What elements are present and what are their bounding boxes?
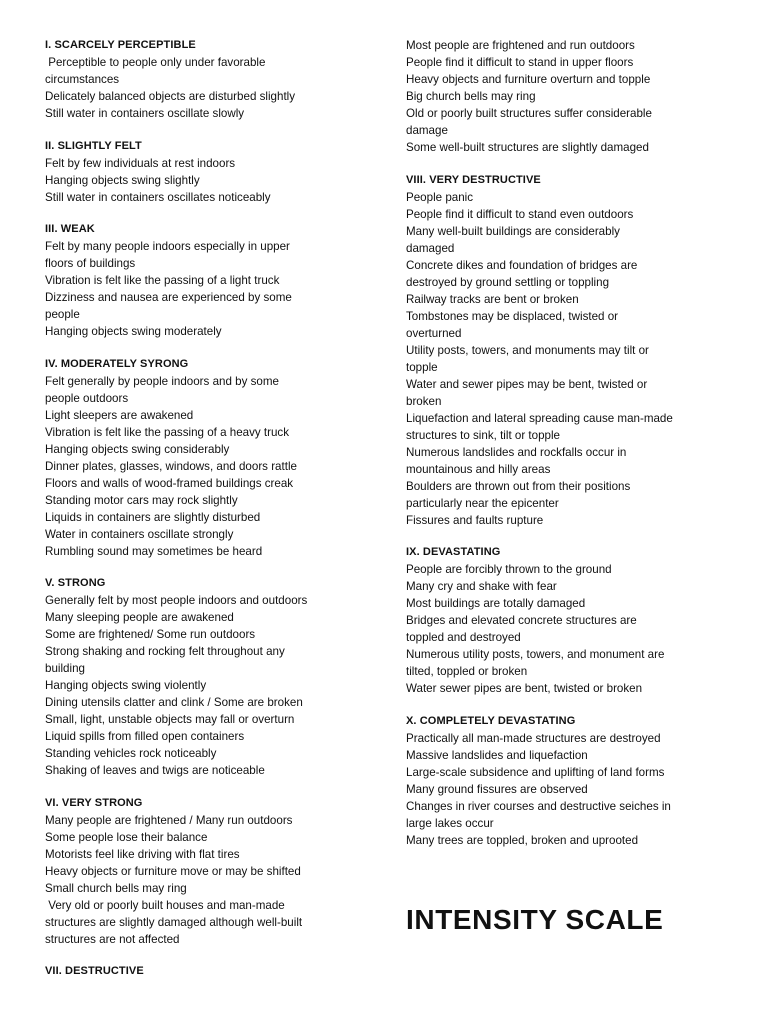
description-line: Many people are frightened / Many run outdoors <box>45 813 293 827</box>
description-line: Water and sewer pipes may be bent, twisted or <box>406 377 648 391</box>
description-line: structures are slightly damaged although well-built <box>45 915 303 929</box>
description-line: Big church bells may ring <box>406 90 536 103</box>
description-line: topple <box>406 360 438 374</box>
intensity-section <box>406 713 736 849</box>
description-line: Standing motor cars may rock slightly <box>45 493 238 507</box>
description-line: damaged <box>406 241 455 255</box>
right-column <box>406 37 736 864</box>
section-heading: VII. DESTRUCTIVE <box>45 965 144 977</box>
description-line: Large-scale subsidence and uplifting of land forms <box>406 765 665 779</box>
description-line: Many sleeping people are awakened <box>45 611 234 624</box>
description-line: tilted, toppled or broken <box>406 665 528 678</box>
description-line: Heavy objects or furniture move or may be shifted <box>45 864 301 878</box>
description-line: Strong shaking and rocking felt throughout any <box>45 645 285 658</box>
description-line: Dizziness and nausea are experienced by some <box>45 291 292 304</box>
description-line: broken <box>406 394 442 408</box>
page-title: INTENSITY SCALE <box>406 904 664 935</box>
description-line: Liquid spills from filled open containers <box>45 730 245 743</box>
description-line: Many well-built buildings are considerably <box>406 224 620 238</box>
description-line: Still water in containers oscillate slowly <box>45 107 245 120</box>
description-line: Tombstones may be displaced, twisted or <box>406 309 619 323</box>
description-line: floors of buildings <box>45 257 136 270</box>
description-line: damage <box>406 124 448 137</box>
description-line: Shaking of leaves and twigs are noticeable <box>45 764 265 777</box>
description-line: Floors and walls of wood-framed buildings creak <box>45 476 294 490</box>
description-line: People find it difficult to stand even outdoors <box>406 207 634 221</box>
intensity-section <box>45 575 375 779</box>
description-line: people <box>45 308 80 321</box>
section-heading: II. SLIGHTLY FELT <box>45 139 142 152</box>
description-line: Hanging objects swing violently <box>45 679 207 692</box>
description-line: Liquefaction and lateral spreading cause man-made <box>406 411 673 425</box>
description-line: Dinner plates, glasses, windows, and doors rattle <box>45 459 297 473</box>
description-line: Felt by many people indoors especially in upper <box>45 240 290 253</box>
description-line: destroyed by ground settling or toppling <box>406 275 610 289</box>
description-line: Light sleepers are awakened <box>45 408 194 422</box>
description-line: Standing vehicles rock noticeably <box>45 747 217 760</box>
description-line: Concrete dikes and foundation of bridges are <box>406 258 638 272</box>
description-line: Old or poorly built structures suffer considerable <box>406 107 652 120</box>
description-line: Hanging objects swing considerably <box>45 442 230 456</box>
description-line: Motorists feel like driving with flat tires <box>45 847 240 861</box>
description-line: Water in containers oscillate strongly <box>45 527 234 541</box>
description-line: Many ground fissures are observed <box>406 782 588 796</box>
description-line: Most buildings are totally damaged <box>406 597 586 610</box>
description-line: Vibration is felt like the passing of a heavy truck <box>45 425 290 439</box>
description-line: Numerous landslides and rockfalls occur in <box>406 445 627 459</box>
section-heading: VI. VERY STRONG <box>45 796 143 809</box>
description-line: Heavy objects and furniture overturn and topple <box>406 73 651 86</box>
description-line: Most people are frightened and run outdoors <box>406 39 635 52</box>
description-line: Rumbling sound may sometimes be heard <box>45 544 263 558</box>
description-line: Small, light, unstable objects may fall or overturn <box>45 713 295 726</box>
section-heading: IV. MODERATELY SYRONG <box>45 357 189 370</box>
description-line: toppled and destroyed <box>406 631 521 644</box>
description-line: Felt by few individuals at rest indoors <box>45 156 236 170</box>
left-column <box>45 37 375 996</box>
description-line: overturned <box>406 326 462 340</box>
description-line: structures to sink, tilt or topple <box>406 428 561 442</box>
intensity-section <box>406 37 736 156</box>
intensity-section <box>45 221 375 340</box>
section-heading: IX. DEVASTATING <box>406 546 501 558</box>
description-line: People panic <box>406 190 474 204</box>
intensity-section <box>45 37 375 122</box>
description-line: mountainous and hilly areas <box>406 462 551 476</box>
description-line: Bridges and elevated concrete structures are <box>406 614 637 627</box>
description-line: Liquids in containers are slightly disturbed <box>45 510 261 524</box>
description-line: Hanging objects swing slightly <box>45 173 200 187</box>
description-line: Boulders are thrown out from their positions <box>406 479 631 493</box>
description-line: Utility posts, towers, and monuments may tilt or <box>406 343 649 357</box>
description-line: Some well-built structures are slightly damaged <box>406 141 649 154</box>
section-heading: V. STRONG <box>45 577 106 589</box>
description-line: Many cry and shake with fear <box>406 580 557 593</box>
description-line: People find it difficult to stand in upper floors <box>406 56 634 69</box>
description-line: Practically all man-made structures are destroyed <box>406 731 661 745</box>
description-line: Water sewer pipes are bent, twisted or broken <box>406 682 643 695</box>
intensity-section <box>45 795 375 948</box>
description-line: structures are not affected <box>45 932 180 946</box>
intensity-section <box>45 138 375 206</box>
description-line: Vibration is felt like the passing of a light truck <box>45 274 280 287</box>
description-line: Changes in river courses and destructive seiches in <box>406 799 671 813</box>
intensity-section <box>406 544 736 697</box>
description-line: Generally felt by most people indoors and outdoors <box>45 594 308 607</box>
section-heading: X. COMPLETELY DEVASTATING <box>406 714 576 727</box>
intensity-section <box>406 172 736 529</box>
description-line: people outdoors <box>45 391 129 405</box>
description-line: Some are frightened/ Some run outdoors <box>45 628 256 641</box>
section-heading: VIII. VERY DESTRUCTIVE <box>406 173 541 186</box>
section-heading: III. WEAK <box>45 223 95 235</box>
description-line: Felt generally by people indoors and by some <box>45 374 279 388</box>
description-line: Many trees are toppled, broken and uprooted <box>406 833 639 847</box>
intensity-section <box>45 356 375 560</box>
description-line: Some people lose their balance <box>45 830 208 844</box>
intensity-section <box>45 963 375 980</box>
description-line: large lakes occur <box>406 816 494 830</box>
description-line: Fissures and faults rupture <box>406 513 544 527</box>
description-line: particularly near the epicenter <box>406 496 559 510</box>
description-line: Railway tracks are bent or broken <box>406 292 579 306</box>
description-line: Small church bells may ring <box>45 881 187 895</box>
description-line: Delicately balanced objects are disturbed slightly <box>45 90 296 103</box>
description-line: Still water in containers oscillates noticeably <box>45 190 271 204</box>
description-line: circumstances <box>45 73 120 86</box>
description-line: Hanging objects swing moderately <box>45 325 222 338</box>
description-line: Perceptible to people only under favorable <box>45 56 266 69</box>
description-line: Numerous utility posts, towers, and monument are <box>406 648 665 661</box>
description-line: Massive landslides and liquefaction <box>406 748 588 762</box>
description-line: Dining utensils clatter and clink / Some are broken <box>45 696 303 709</box>
description-line: Very old or poorly built houses and man-made <box>45 898 285 912</box>
description-line: People are forcibly thrown to the ground <box>406 563 612 576</box>
description-line: building <box>45 662 85 675</box>
section-heading: I. SCARCELY PERCEPTIBLE <box>45 39 196 51</box>
